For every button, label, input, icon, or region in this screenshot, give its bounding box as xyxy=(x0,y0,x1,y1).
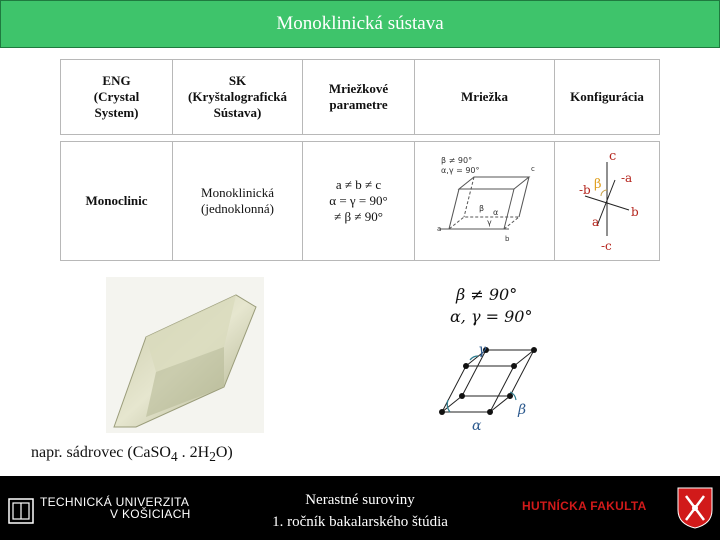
lattice-alpha-label: α xyxy=(492,208,498,217)
monoclinic-cell-svg xyxy=(430,280,550,446)
config-a-label: a xyxy=(592,215,600,229)
lattice-ag-note: α,γ = 90° xyxy=(440,166,480,175)
cell-lattice xyxy=(415,142,555,261)
header-configuration: Konfigurácia xyxy=(555,60,660,135)
header-lattice: Mriežka xyxy=(415,60,555,135)
lattice-a-label: a xyxy=(436,225,441,233)
gypsum-crystal-image xyxy=(106,277,264,433)
page-title: Monoklinická sústava xyxy=(276,13,444,34)
diagram-alpha-label: α xyxy=(472,418,482,434)
config-c-label: c xyxy=(609,149,617,164)
diagram-gamma-label: γ xyxy=(478,342,487,358)
university-logo-icon xyxy=(8,498,34,524)
cell-sk: Monoklinická (jednoklonná) xyxy=(173,142,303,261)
lattice-b-label: b xyxy=(504,235,509,243)
faculty-crest-icon xyxy=(676,486,714,530)
monoclinic-cell-diagram xyxy=(430,280,550,446)
diagram-beta-note: β ≠ 90° xyxy=(456,285,518,304)
faculty-name: HUTNÍCKA FAKULTA xyxy=(522,499,647,513)
course-info: Nerastné suroviny 1. ročník bakalarského štúdia xyxy=(272,492,448,530)
config-neg-a-label: -a xyxy=(621,171,633,185)
title-bar xyxy=(0,0,720,48)
cell-params: a ≠ b ≠ c α = γ = 90° ≠ β ≠ 90° xyxy=(303,142,415,261)
config-neg-c-label: -c xyxy=(601,239,612,253)
config-neg-b-label: -b xyxy=(579,183,591,197)
monoclinic-lattice-diagram xyxy=(419,149,551,249)
lattice-c-label: c xyxy=(530,165,535,173)
config-beta-label: β xyxy=(594,177,602,192)
crystal-system-table xyxy=(60,59,659,259)
cell-configuration xyxy=(555,142,660,261)
lattice-beta-note: β ≠ 90° xyxy=(440,156,472,165)
header-lattice-params: Mriežkové parametre xyxy=(303,60,415,135)
cell-eng: Monoclinic xyxy=(61,142,173,261)
config-b-label: b xyxy=(631,205,639,219)
configuration-axes-diagram xyxy=(557,144,657,254)
lattice-beta-label: β xyxy=(478,204,484,213)
example-text: napr. sádrovec (CaSO$_4$ . $2H_2O$) xyxy=(31,444,233,465)
diagram-beta-label: β xyxy=(518,402,527,418)
header-sk: SK (Kryštalografická Sústava) xyxy=(173,60,303,135)
gypsum-crystal-photo xyxy=(106,277,264,433)
diagram-ag-note: α, γ = 90° xyxy=(450,307,533,326)
lattice-gamma-label: γ xyxy=(486,218,492,227)
header-eng: ENG (Crystal System) xyxy=(61,60,173,135)
university-name: TECHNICKÁ UNIVERZITA V KOŠICIACH xyxy=(40,495,191,521)
